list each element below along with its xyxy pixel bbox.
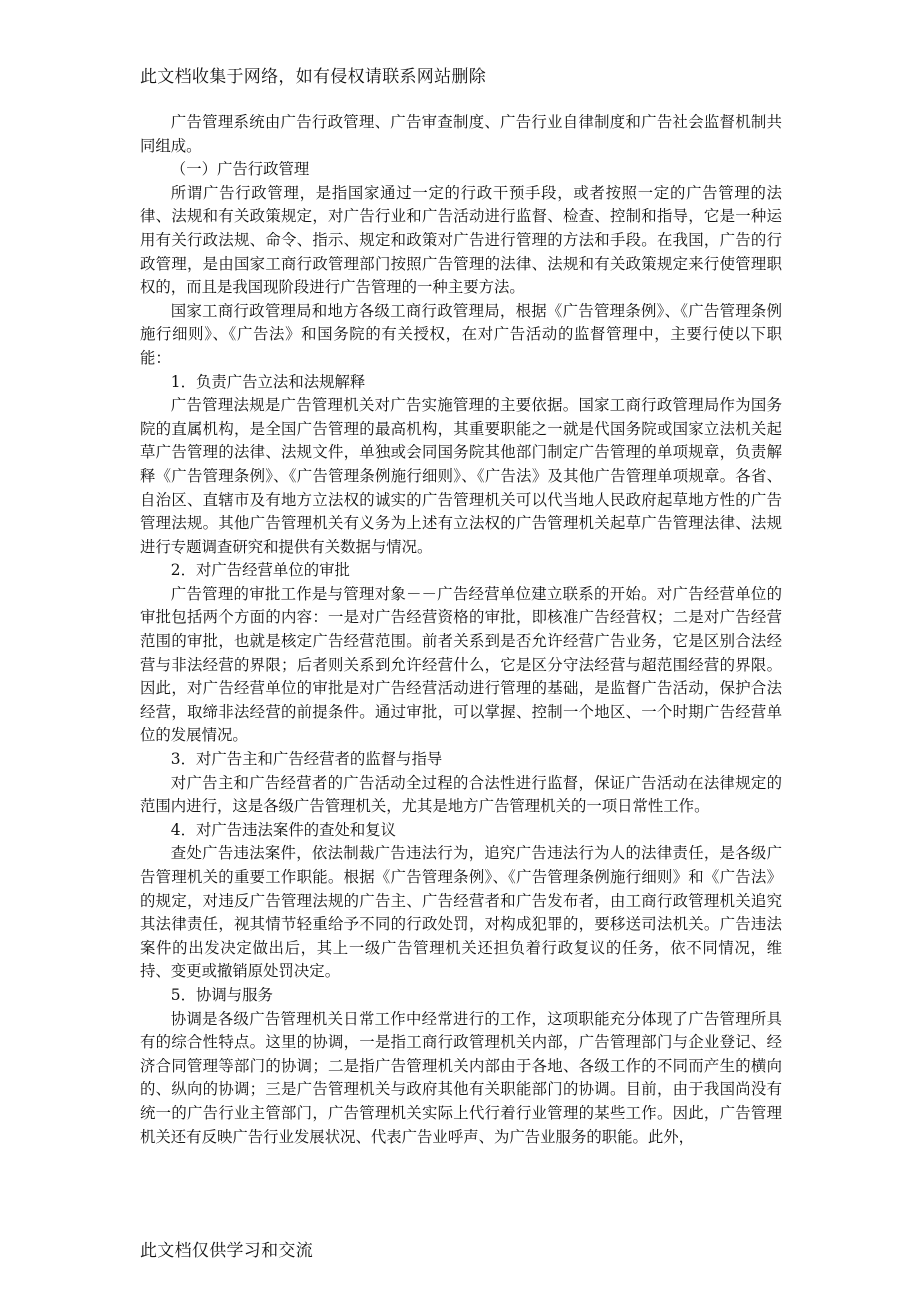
item-heading-5: 5．协调与服务 <box>170 985 273 1004</box>
item-heading-4: 4．对广告违法案件的查处和复议 <box>170 820 397 839</box>
document-body <box>140 111 782 1149</box>
paragraph-item-5: 协调是各级广告管理机关日常工作中经常进行的工作，这项职能充分体现了广告管理所具有的综合性特点。这里的协调，一是指工商行政管理机关内部，广告管理部门与企业登记、经济合同管理等部门的协调；二是指广告管理机关内部由于各地、各级工作的不同而产生的横向的、纵向的协调；三是广告管理机关与政府其他有关职能部门的协调。目前，由于我国尚没有统一的广告行业主管部门，广告管理机关实际上代行着行业管理的某些工作。因此，广告管理机关还有反映广告行业发展状况、代表广告业呼声、为广告业服务的职能。此外， <box>140 1009 782 1146</box>
paragraph-functions: 国家工商行政管理局和地方各级工商行政管理局，根据《广告管理条例》、《广告管理条例施行细则》、《广告法》和国务院的有关授权，在对广告活动的监督管理中，主要行使以下职能： <box>140 301 782 367</box>
item-heading-1: 1．负责广告立法和法规解释 <box>170 372 366 391</box>
paragraph-definition: 所谓广告行政管理，是指国家通过一定的行政干预手段，或者按照一定的广告管理的法律、法规和有关政策规定，对广告行业和广告活动进行监督、检查、控制和指导，它是一种运用有关行政法规、命令、指示、规定和政策对广告进行管理的方法和手段。在我国，广告的行政管理，是由国家工商行政管理部门按照广告管理的法律、法规和有关政策规定来行使管理职权的，而且是我国现阶段进行广告管理的一种主要方法。 <box>140 183 782 297</box>
item-heading-2: 2．对广告经营单位的审批 <box>170 561 350 580</box>
paragraph-item-1: 广告管理法规是广告管理机关对广告实施管理的主要依据。国家工商行政管理局作为国务院的直属机构，是全国广告管理的最高机构，其重要职能之一就是代国务院或国家立法机关起草广告管理的法律、法规文件，单独或会同国务院其他部门制定广告管理的单项规章，负责解释《广告管理条例》、《广告管理条例施行细则》、《广告法》及其他广告管理单项规章。各省、自治区、直辖市及有地方立法权的诚实的广告管理机关可以代当地人民政府起草地方性的广告管理法规。其他广告管理机关有义务为上述有立法权的广告管理机关起草广告管理法律、法规进行专题调查研究和提供有关数据与情况。 <box>140 396 782 556</box>
paragraph-item-4: 查处广告违法案件，依法制裁广告违法行为，追究广告违法行为人的法律责任，是各级广告管理机关的重要工作职能。根据《广告管理条例》、《广告管理条例施行细则》和《广告法》的规定，对违反广告管理法规的广告主、广告经营者和广告发布者，由工商行政管理机关追究其法律责任，视其情节轻重给予不同的行政处罚，对构成犯罪的，要移送司法机关。广告违法案件的出发决定做出后，其上一级广告管理机关还担负着行政复议的任务，依不同情况，维持、变更或撤销原处罚决定。 <box>140 844 782 981</box>
page-footer: 此文档仅供学习和交流 <box>140 1241 313 1261</box>
section-heading-administration: （一）广告行政管理 <box>170 160 310 179</box>
paragraph-item-3: 对广告主和广告经营者的广告活动全过程的合法性进行监督，保证广告活动在法律规定的范围内进行，这是各级广告管理机关，尤其是地方广告管理机关的一项日常性工作。 <box>140 773 782 816</box>
item-heading-3: 3．对广告主和广告经营者的监督与指导 <box>170 750 443 769</box>
paragraph-item-2: 广告管理的审批工作是与管理对象－－广告经营单位建立联系的开始。对广告经营单位的审批包括两个方面的内容：一是对广告经营资格的审批，即核准广告经营权；二是对广告经营范围的审批，也就是核定广告经营范围。前者关系到是否允许经营广告业务，它是区别合法经营与非法经营的界限；后者则关系到允许经营什么，它是区分守法经营与超范围经营的界限。因此，对广告经营单位的审批是对广告经营活动进行管理的基础，是监督广告活动，保护合法经营，取缔非法经营的前提条件。通过审批，可以掌握、控制一个地区、一个时期广告经营单位的发展情况。 <box>140 584 782 745</box>
paragraph-intro: 广告管理系统由广告行政管理、广告审查制度、广告行业自律制度和广告社会监督机制共同组成。 <box>140 113 782 155</box>
page-header: 此文档收集于网络，如有侵权请联系网站删除 <box>140 67 486 87</box>
